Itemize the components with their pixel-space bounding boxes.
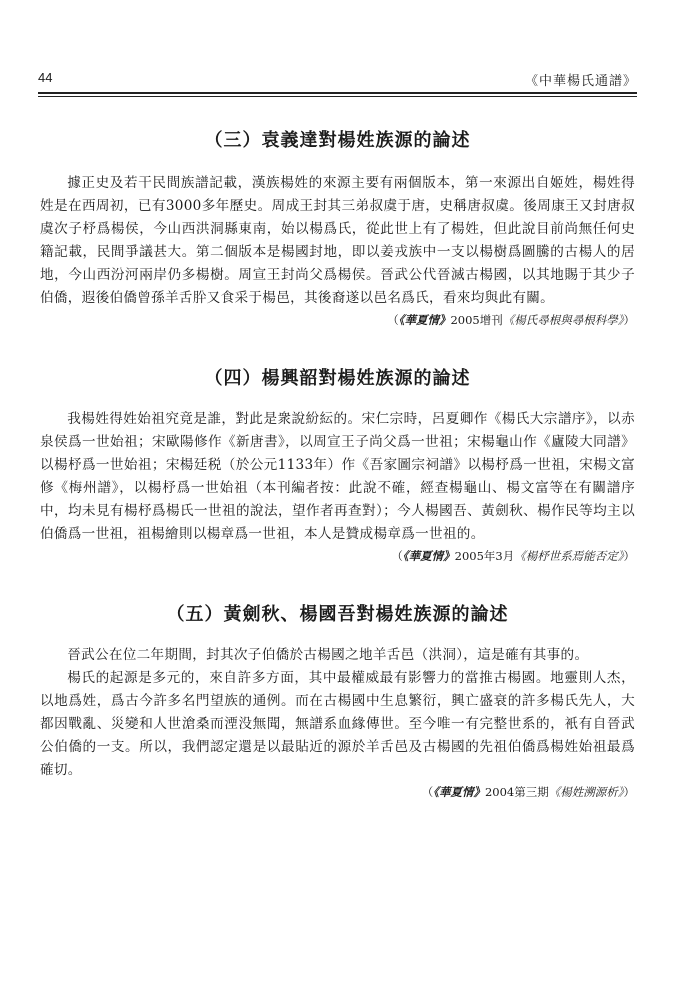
citation-article: 《楊姓溯源析》 [548, 785, 624, 799]
citation-detail: 2005年3月 [454, 549, 515, 563]
section-paragraph: 楊氏的起源是多元的，來自許多方面，其中最權威最有影響力的當推古楊國。地靈則人杰，以地爲姓，爲古今許多名門望族的通例。而在古楊國中生息繁衍，興亡盛衰的許多楊氏先人，大都因戰亂、災變和人世滄桑而湮没無聞，無譜系血緣傳世。至今唯一有完整世系的，衹有自晉武公伯僑的一支。所以，我們認定還是以最貼近的源於羊舌邑及古楊國的先祖伯僑爲楊姓始祖最爲確切。 [40, 670, 635, 778]
citation-publication: 《華夏情》 [433, 785, 485, 799]
section-heading: （三）袁義達對楊姓族源的論述 [204, 130, 471, 151]
citation: （《華夏情》2005增刊《楊氏尋根與尋根科學》） [387, 313, 635, 327]
citation-detail: 2005增刊 [450, 313, 503, 327]
citation: （《華夏情》2004第三期《楊姓溯源析》） [421, 785, 635, 799]
section-paragraph: 據正史及若干民間族譜記載，漢族楊姓的來源主要有兩個版本，第一來源出自姬姓，楊姓得姓是在西周初，已有3000多年歷史。周成王封其三弟叔虞于唐，史稱唐叔虞。後周康王又封唐叔虞次子杼爲楊侯，今山西洪洞縣東南，始以楊爲氏，從此世上有了楊姓，但此說目前尚無任何史籍記載，民間爭議甚大。第二個版本是楊國封地，即以姜戎族中一支以楊樹爲圖騰的古楊人的居地，今山西汾河兩岸仍多楊樹。周宣王封尚父爲楊侯。晉武公代晉滅古楊國，以其地賜于其少子伯僑，遐後伯僑曾孫羊舌肸又食采于楊邑，其後裔遂以邑名爲氏，看來均與此有關。 [40, 175, 635, 306]
citation-publication: 《華夏情》 [402, 549, 455, 563]
section-paragraph: 我楊姓得姓始祖究竟是誰，對此是衆說紛紜的。宋仁宗時，呂夏卿作《楊氏大宗譜序》，以赤泉侯爲一世始祖；宋歐陽修作《新唐書》，以周宣王子尚父爲一世祖；宋楊龜山作《廬陵大同譜》以楊杼爲一世始祖；宋楊廷税（於公元1133年）作《吾家圖宗祠譜》以楊杼爲一世祖，宋楊文富修《梅州譜》，以楊杼爲一世始祖（本刊編者按：此說不確，經查楊龜山、楊文富等在有關譜序中，均未見有楊杼爲楊氏一世祖的說法，望作者再查對）；今人楊國吾、黃劍秋、楊作民等均主以伯僑爲一世祖，祖楊繪則以楊章爲一世祖，本人是贊成楊章爲一世祖的。 [40, 411, 635, 542]
page-number: 44 [38, 70, 53, 85]
citation-article: 《楊氏尋根與尋根科學》 [502, 313, 624, 327]
page-header [38, 70, 637, 90]
section-5 [40, 600, 635, 800]
section-heading: （五）黃劍秋、楊國吾對楊姓族源的論述 [166, 604, 509, 625]
citation: （《華夏情》2005年3月《楊杼世系焉能否定》） [391, 549, 635, 563]
citation-publication: 《華夏情》 [398, 313, 451, 327]
citation-article: 《楊杼世系焉能否定》 [514, 549, 624, 563]
section-4 [40, 364, 635, 564]
section-3 [40, 126, 635, 328]
section-heading: （四）楊興韶對楊姓族源的論述 [204, 368, 471, 389]
citation-detail: 2004第三期 [484, 785, 549, 799]
running-title: 《中華楊氏通譜》 [524, 74, 637, 89]
header-rule [38, 92, 637, 97]
section-paragraph: 晉武公在位二年期間，封其次子伯僑於古楊國之地羊舌邑（洪洞），這是確有其事的。 [67, 647, 589, 663]
